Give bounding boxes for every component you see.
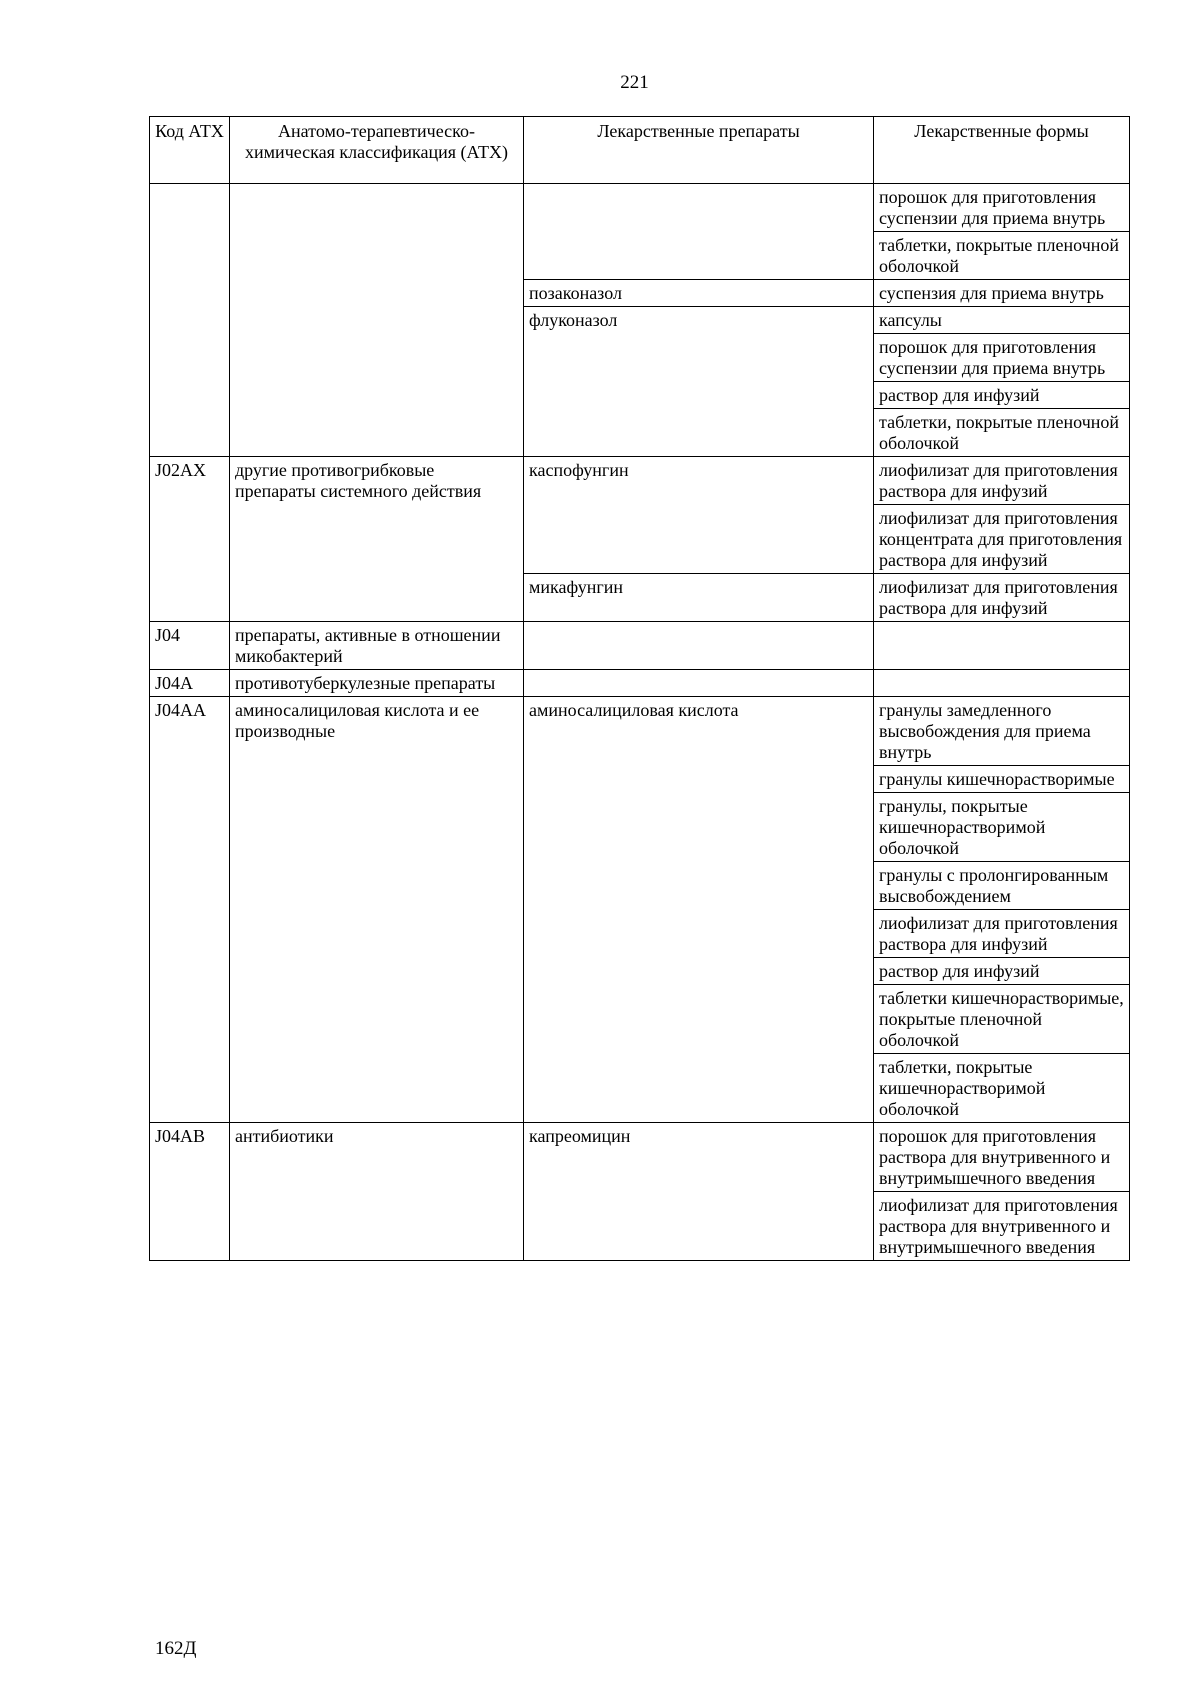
cell-drug [524,670,874,697]
cell-drug: каспофунгин [524,457,874,574]
cell-form: раствор для инфузий [874,958,1130,985]
cell-code: J04AA [150,697,230,1123]
cell-form: лиофилизат для приготовления раствора для внутривенного и внутримышечного введения [874,1192,1130,1261]
atx-table [149,116,1130,1261]
cell-classification: аминосалициловая кислота и ее производные [230,697,524,1123]
header-row [150,117,1130,184]
cell-drug: капреомицин [524,1123,874,1261]
cell-form: порошок для приготовления раствора для внутривенного и внутримышечного введения [874,1123,1130,1192]
table-row [150,622,1130,670]
cell-form: лиофилизат для приготовления раствора для инфузий [874,457,1130,505]
cell-form: лиофилизат для приготовления раствора для инфузий [874,910,1130,958]
cell-form: порошок для приготовления суспензии для приема внутрь [874,184,1130,232]
page-number: 221 [620,72,649,93]
footer-code: 162Д [155,1638,197,1659]
cell-form: таблетки, покрытые пленочной оболочкой [874,409,1130,457]
table-row [150,697,1130,766]
cell-code: J04A [150,670,230,697]
cell-code: J04 [150,622,230,670]
cell-drug [524,184,874,280]
cell-form: гранулы с пролонгированным высвобождением [874,862,1130,910]
cell-form: гранулы, покрытые кишечнорастворимой оболочкой [874,793,1130,862]
header-classification: Анатомо-терапевтическо-химическая классификация (АТХ) [230,117,524,184]
cell-classification: противотуберкулезные препараты [230,670,524,697]
table-row [150,184,1130,232]
cell-classification: препараты, активные в отношении микобактерий [230,622,524,670]
header-forms: Лекарственные формы [874,117,1130,184]
cell-form: таблетки кишечнорастворимые, покрытые пленочной оболочкой [874,985,1130,1054]
cell-drug: микафунгин [524,574,874,622]
cell-form: гранулы кишечнорастворимые [874,766,1130,793]
cell-code: J02AX [150,457,230,622]
cell-form: гранулы замедленного высвобождения для приема внутрь [874,697,1130,766]
cell-drug: позаконазол [524,280,874,307]
table-row [150,670,1130,697]
cell-classification: антибиотики [230,1123,524,1261]
table-row [150,1123,1130,1192]
cell-form: суспензия для приема внутрь [874,280,1130,307]
cell-form: таблетки, покрытые пленочной оболочкой [874,232,1130,280]
header-drugs: Лекарственные препараты [524,117,874,184]
cell-form: порошок для приготовления суспензии для приема внутрь [874,334,1130,382]
cell-form [874,622,1130,670]
table-body [150,184,1130,1261]
table-header [150,117,1130,184]
cell-form: раствор для инфузий [874,382,1130,409]
header-code: Код АТХ [150,117,230,184]
cell-form: таблетки, покрытые кишечнорастворимой оболочкой [874,1054,1130,1123]
cell-code: J04AB [150,1123,230,1261]
table-row [150,457,1130,505]
cell-drug: флуконазол [524,307,874,457]
cell-form: лиофилизат для приготовления концентрата для приготовления раствора для инфузий [874,505,1130,574]
cell-form: капсулы [874,307,1130,334]
cell-classification: другие противогрибковые препараты системного действия [230,457,524,622]
cell-code [150,184,230,457]
cell-form [874,670,1130,697]
cell-drug [524,622,874,670]
cell-drug: аминосалициловая кислота [524,697,874,1123]
cell-form: лиофилизат для приготовления раствора для инфузий [874,574,1130,622]
cell-classification [230,184,524,457]
